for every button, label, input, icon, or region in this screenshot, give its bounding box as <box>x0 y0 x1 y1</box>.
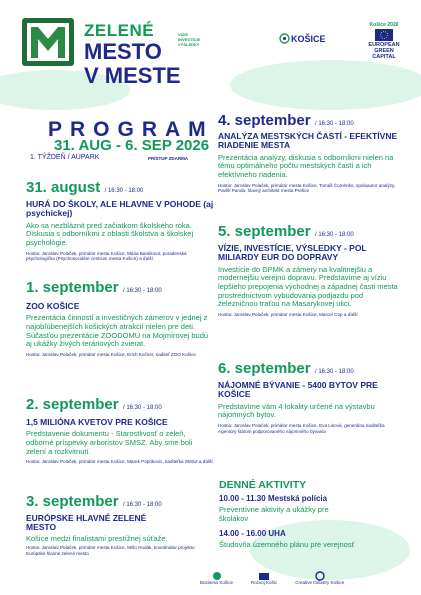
event-description: Ako sa nezbláznit pred začiatkom školského roka. Diskusia s odborníkmi z oblasti školstva a školskej psychológie. <box>26 220 194 247</box>
event-hosts: Hostia: Jaroslav Polaček, primátor mesta Košice, Eva Lisová, generálna riaditeľka Agentúry štátom podporovaného nájomného bývania <box>218 422 385 434</box>
day-date: 5. september / 16:30 - 18:00 <box>218 223 354 240</box>
day-date: 31. august / 16:30 - 18:00 <box>26 179 144 196</box>
event-hosts: Hostia: Jaroslav Polaček, primátor mesta Košice, Tomáš Čoménko, spoluautor analýzy, Pavlík Panda, hlavný architekt mesta Prešov <box>218 182 396 194</box>
day-block <box>218 224 404 318</box>
event-description: Investície do DPMK a zámery na kvalitnejšiu a modernejšiu verejnú dopravu. Predstavíme aj víziu lepšieho prepojenia východnej a západnej časti mesta prostredníctvom vybudovania podjazdu pod železničnou traťou na Masarykovej ulici. <box>218 264 398 309</box>
event-title: VÍZIE, INVESTÍCIE, VÝSLEDKY - POL MILIARDY EUR DO DOPRAVY <box>218 243 367 263</box>
event-description: Prezentácia činností a investičných zámerov v jednej z najobľúbenejších košických atrakcií nielen pre deti. Súčasťou prezentácie ZOODOMU na Mojmírovej budú aj ukážky živých teráriových zvierat. <box>26 313 209 349</box>
day-block <box>26 280 214 358</box>
zelene-mesto-logo <box>22 18 74 66</box>
event-description: Predstavenie dokumentu - Starostlivosť o zeleň, odborné príspevky arboristov SMSZ. Aby sme boli zelení a rozkvitnutí. <box>26 429 193 456</box>
day-date: 2. september / 16:30 - 18:00 <box>26 396 162 413</box>
kosice-logo-icon <box>279 33 290 44</box>
day-block <box>218 113 404 194</box>
title-line-1: ZELENÉ <box>84 21 155 40</box>
kosice-label: KOŠICE <box>291 34 326 44</box>
event-title: ANALÝZA MESTSKÝCH ČASTÍ - EFEKTÍVNE RIADENIE MESTA <box>218 131 398 151</box>
day-date: 6. september / 16:30 - 18:00 <box>218 360 354 377</box>
day-block <box>26 397 214 465</box>
event-hosts: Hostia: Jaroslav Polaček, primátor mesta Košice, Marcel Cop a ďalší <box>218 311 358 317</box>
event-title: ZOO KOŠICE <box>26 301 80 311</box>
event-hosts: Hostia: Jaroslav Polaček, primátor mesta Košice, Mišo Hudák, koordinátor projektu Európske hlavné zelené mesto <box>26 545 195 557</box>
flag-icon <box>375 29 393 41</box>
program-heading: PROGRAM <box>48 118 214 141</box>
title-line-3: V MESTE <box>84 63 181 88</box>
title-line-2: MESTO <box>84 39 162 64</box>
event-description: Prezentácia analýzy, diskusia s odborníkmi nielen na tému optimálneho počtu mestských častí a ich efektívneho riadenia. <box>218 152 394 179</box>
event-title: 1,5 MILIÓNA KVETOV PRE KOŠICE <box>26 417 168 427</box>
day-date: 4. september / 16:30 - 18:00 <box>218 112 354 129</box>
event-title: HURÁ DO ŠKOLY, ALE HLAVNE V POHODE (aj psychickej) <box>26 199 214 219</box>
free-entry-note: PRÍSTUP ZDARMA <box>148 156 189 161</box>
day-block <box>26 180 214 262</box>
event-hosts: Hostia: Jaroslav Polaček, primátor mesta Košice, Mária Barsiková, poradenská psychologička (Psychosociálne centrum mesta Košice) a ďalší <box>26 250 187 262</box>
partner-logo: Business Košice <box>200 571 233 586</box>
daily-activities-heading: DENNÉ AKTIVITY <box>219 479 307 491</box>
event-description: Košice medzi finalistami prestížnej súťaže. <box>26 533 168 543</box>
activity-item: 10.00 - 11.30 Mestská polícia Preventívne aktivity a ukážky pre školákov <box>219 494 404 523</box>
eu-green-capital-logo: Košice 2026 EUROPEAN GREEN CAPITAL <box>368 22 400 60</box>
day-date: 1. september / 16:30 - 18:00 <box>26 279 162 296</box>
footer-logos <box>200 566 410 590</box>
day-block <box>218 361 404 434</box>
tagline: VÍZIE INVESTÍCIE VÝSLEDKY <box>178 32 201 47</box>
program-dates: 31. AUG - 6. SEP 2026 <box>54 137 210 154</box>
event-hosts: Hostia: Jaroslav Polaček, primátor mesta Košice, Marek Poprikovic, riaditeľka SMSZ a ďalší <box>26 459 213 465</box>
activity-description: Študovňa územného plánu pre verejnosť <box>219 540 355 549</box>
event-title: NÁJOMNÉ BÝVANIE - 5400 BYTOV PRE KOŠICE <box>218 380 378 400</box>
activity-description: Preventívne aktivity a ukážky pre školákov <box>219 505 329 523</box>
event-description: Predstavíme vám 4 lokality určené na výstavbu nájomných bytov. <box>218 401 375 420</box>
event-hosts: Hostia: Jaroslav Polaček, primátor mesta Košice, Erich Kočner, riaditeľ ZOO Košice <box>26 351 196 357</box>
activity-item: 14.00 - 16.00 UHA Študovňa územného plánu pre verejnosť <box>219 529 404 549</box>
day-date: 3. september / 16:30 - 18:00 <box>26 493 162 510</box>
partner-logo: Rozvoj Košíc <box>251 571 277 586</box>
program-week: 1. TÝŽDEŇ / AUPARK <box>30 154 100 161</box>
partner-logo: Creative Industry Košice <box>295 571 344 586</box>
decor-splash <box>230 60 421 110</box>
day-block <box>26 494 214 557</box>
event-title: EURÓPSKE HLAVNÉ ZELENÉ MESTO <box>26 513 147 533</box>
title-block <box>84 22 234 87</box>
